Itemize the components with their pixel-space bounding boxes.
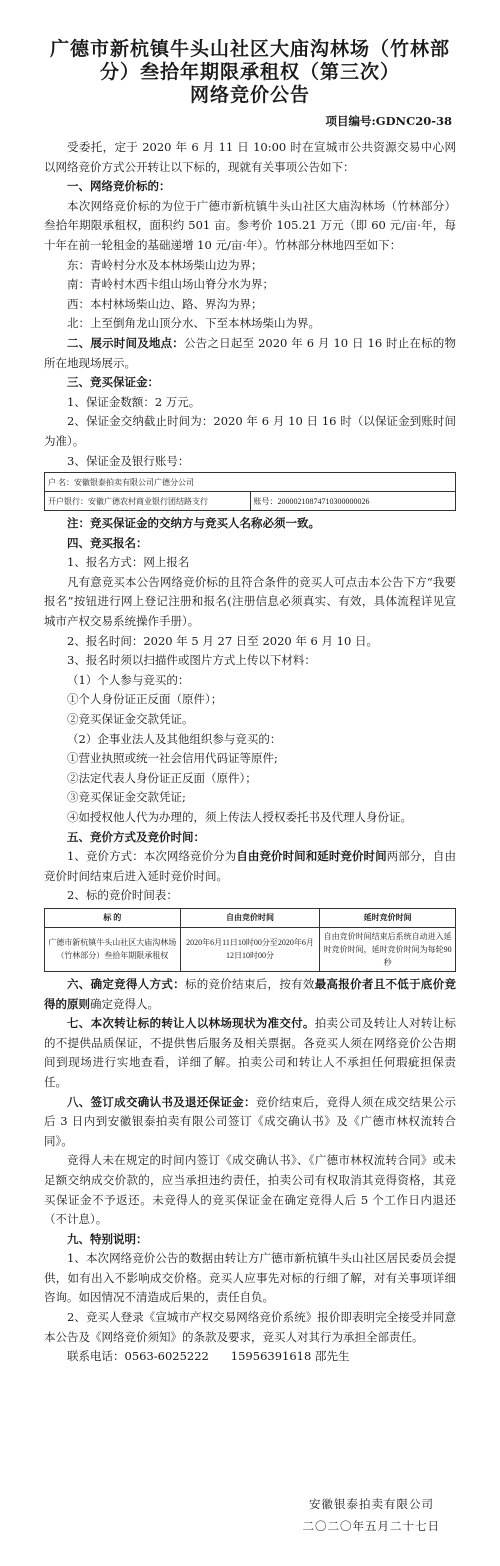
- organization-item-2: ②法定代表人身份证正反面（原件）；: [67, 770, 257, 785]
- registration-method: 1、报名方式：网上报名: [67, 555, 190, 570]
- section-6-bold: 最高报价者且不低于底价竞得的原则: [44, 976, 456, 1011]
- boundary-south: 南：青岭村木西卡组山场山脊分水为界；: [67, 277, 274, 292]
- organization-heading: （2）企事业法人及其他组织参与竞买的：: [67, 731, 282, 746]
- table-header-row: [45, 908, 456, 927]
- bidding-schedule-table: [44, 908, 456, 972]
- title-line-3: 网络竞价公告: [189, 84, 310, 106]
- table-cell: 广德市新杭镇牛头山社区大庙沟林场（竹林部分）叁拾年期限承租权: [45, 927, 181, 971]
- bidding-method: [44, 847, 456, 886]
- project-number: 项目编号:GDNC20-38: [325, 114, 452, 128]
- deposit-bank-heading: 3、保证金及银行账号：: [67, 453, 190, 468]
- account-number-cell: [250, 492, 456, 511]
- section-8: [44, 1093, 456, 1152]
- special-note-2: 2、竞买人登录《宣城市产权交易网络竞价系统》报价即表明完全接受并同意本公告及《网络竞价须知》的条款及要求，竞买人对其行为承担全部责任。: [44, 1310, 456, 1344]
- page-title: [44, 38, 456, 107]
- registration-time: 2、报名时间：2020 年 5 月 27 日至 2020 年 6 月 10 日。: [67, 633, 378, 648]
- registration-materials: 3、报名时须以扫描件或图片方式上传以下材料：: [67, 653, 316, 668]
- section-6: [44, 975, 456, 1014]
- section-7: [44, 1014, 456, 1092]
- section-7-heading: 七、本次转让标的转让人以林场现状为准交付。: [67, 1016, 315, 1031]
- bidding-schedule-heading: 2、标的竞价时间表：: [67, 888, 178, 903]
- bidding-method-post: 两部分，自由竞价时间结束后进入延时竞价时间。: [44, 849, 457, 883]
- individual-heading: （1）个人参与竞买的：: [67, 672, 190, 687]
- section-7-body: 拍卖公司及转让人对转让标的不提供品质保证，不提供售后服务及相关票据。各竞买人须在网络竞价公告期间到现场进行实地查看，详细了解。拍卖公司和转让人不承担任何瑕疵担保责任。: [44, 1016, 456, 1089]
- bidding-method-bold: 自由竞价时间和延时竞价时间: [236, 849, 387, 864]
- organization-item-1: ①营业执照或统一社会信用代码证等原件;: [67, 751, 278, 766]
- signature-company: 安徽银泰拍卖有限公司: [309, 1497, 434, 1511]
- account-name-value: 安徽银泰拍卖有限公司广德分公司: [74, 477, 194, 487]
- deposit-amount: 1、保证金数额：2 万元。: [67, 394, 201, 409]
- deposit-note: 注：竞买保证金的交纳方与竞买人名称必须一致。: [67, 516, 320, 531]
- section-1-body: 本次网络竞价标的为位于广德市新杭镇牛头山社区大庙沟林场（竹林部分）叁拾年期限承租权，面积约 501 亩。参考价 105.21 万元（即 60 元/亩·年，每十年在前一轮租金的基础递增 10 元/亩·年）。竹林部分林地四至如下：: [44, 198, 456, 252]
- bidding-method-pre: 1、竞价方式：本次网络竞价分为: [67, 849, 237, 864]
- section-4-heading: 四、竞买报名：: [67, 535, 148, 550]
- bank-account-table: [44, 472, 456, 511]
- account-number-value: 20000210874710300000026: [277, 496, 370, 506]
- signature-date: 二〇二〇年五月二十七日: [302, 1519, 440, 1533]
- table-cell: 2020年6月11日10时00分至2020年6月12日10时00分: [180, 927, 320, 971]
- section-6-pre: 标的竞价结束后，按有效: [184, 976, 315, 991]
- account-name-cell: [45, 473, 456, 492]
- individual-item-2: ②竞买保证金交款凭证。: [67, 712, 194, 727]
- boundary-east: 东：青岭村分水及本林场柴山边为界；: [67, 257, 263, 272]
- table-row: [45, 927, 456, 971]
- bank-name-value: 安徽广德农村商业银行团结路支行: [88, 496, 208, 506]
- deposit-deadline: 2、保证金交纳截止时间为：2020 年 6 月 10 日 16 时（以保证金到账时间为准）。: [44, 414, 456, 448]
- individual-item-1: ①个人身份证正反面（原件）；: [67, 692, 223, 707]
- section-3-heading: 三、竞买保证金：: [67, 375, 159, 390]
- title-line-1: 广德市新杭镇牛头山社区大庙沟林场（竹林部: [49, 38, 450, 60]
- section-2: [44, 334, 456, 373]
- bank-name-label: 开户银行：: [48, 496, 88, 506]
- column-header: 标 的: [45, 908, 181, 927]
- section-8-body-2: 竞得人未在规定的时间内签订《成交确认书》、《广德市林权流转合同》或未足额交纳成交价款的，应当承担违约责任，拍卖公司有权取消其竞得资格，其竞买保证金不予返还。未竞得人的竞买保证金在确定竞得人后 5 个工作日内退还（不计息）。: [44, 1153, 456, 1227]
- table-row: [45, 492, 456, 511]
- table-row: [45, 473, 456, 492]
- contact-phone: 联系电话：0563-6025222 15956391618 邵先生: [67, 1349, 350, 1364]
- section-6-post: 确定竞得人。: [90, 996, 159, 1011]
- account-number-label: 账号：: [253, 496, 278, 506]
- column-header: 自由竞价时间: [180, 908, 320, 927]
- special-note-1: 1、本次网络竞价公告的数据由转让方广德市新杭镇牛头山社区居民委员会提供，如有出入不影响成交价格。竞买人应事先对标的行细了解，对有关事项详细咨询。如因情况不清造成后果的，责任自负。: [44, 1251, 456, 1305]
- section-8-heading: 八、签订成交确认书及退还保证金：: [67, 1094, 256, 1109]
- section-8-body: 竞价结束后，竞得人须在成交结果公示后 3 日内到安徽银泰拍卖有限公司签订《成交确认书》及《广德市林权流转合同》。: [44, 1094, 456, 1148]
- section-2-body: 公告之日起至 2020 年 6 月 10 日 16 时止在标的物所在地现场展示。: [44, 335, 457, 370]
- title-line-2: 分）叁拾年期限承租权（第三次）: [99, 61, 400, 83]
- organization-item-3: ③竞买保证金交款凭证;: [67, 790, 186, 805]
- boundary-north: 北：上至倒角龙山顶分水、下至本林场柴山为界。: [67, 316, 320, 331]
- column-header: 延时竞价时间: [320, 908, 456, 927]
- section-9-heading: 九、特别说明：: [67, 1231, 148, 1246]
- section-2-heading: 二、展示时间及地点：: [67, 335, 185, 350]
- bank-name-cell: [45, 492, 251, 511]
- boundary-west: 西：本村林场柴山边、路、界沟为界；: [67, 296, 263, 311]
- organization-item-4: ④如授权他人代为办理的，须上传法人授权委托书及代理人身份证。: [67, 810, 412, 824]
- registration-method-body: 凡有意竞买本公告网络竞价标的且符合条件的竞买人可点击本公告下方“我要报名”按钮进行网上登记注册和报名(注册信息必须真实、有效，具体流程详见宣城市产权交易系统操作手册）。: [44, 574, 456, 629]
- section-6-heading: 六、确定竞得人方式：: [67, 976, 185, 991]
- section-5-heading: 五、竞价方式及竞价时间：: [67, 829, 205, 844]
- intro-paragraph: 受委托，定于 2020 年 6 月 11 日 10:00 时在宣城市公共资源交易中心网以网络竞价方式公开转让以下标的，现就有关事项公告如下：: [44, 140, 456, 174]
- table-cell: 自由竞价时间结束后系统自动进入延时竞价时间，延时竞价时间为每轮90秒: [320, 927, 456, 971]
- account-name-label: 户 名：: [48, 477, 74, 487]
- section-1-heading: 一、网络竞价标的：: [67, 179, 171, 194]
